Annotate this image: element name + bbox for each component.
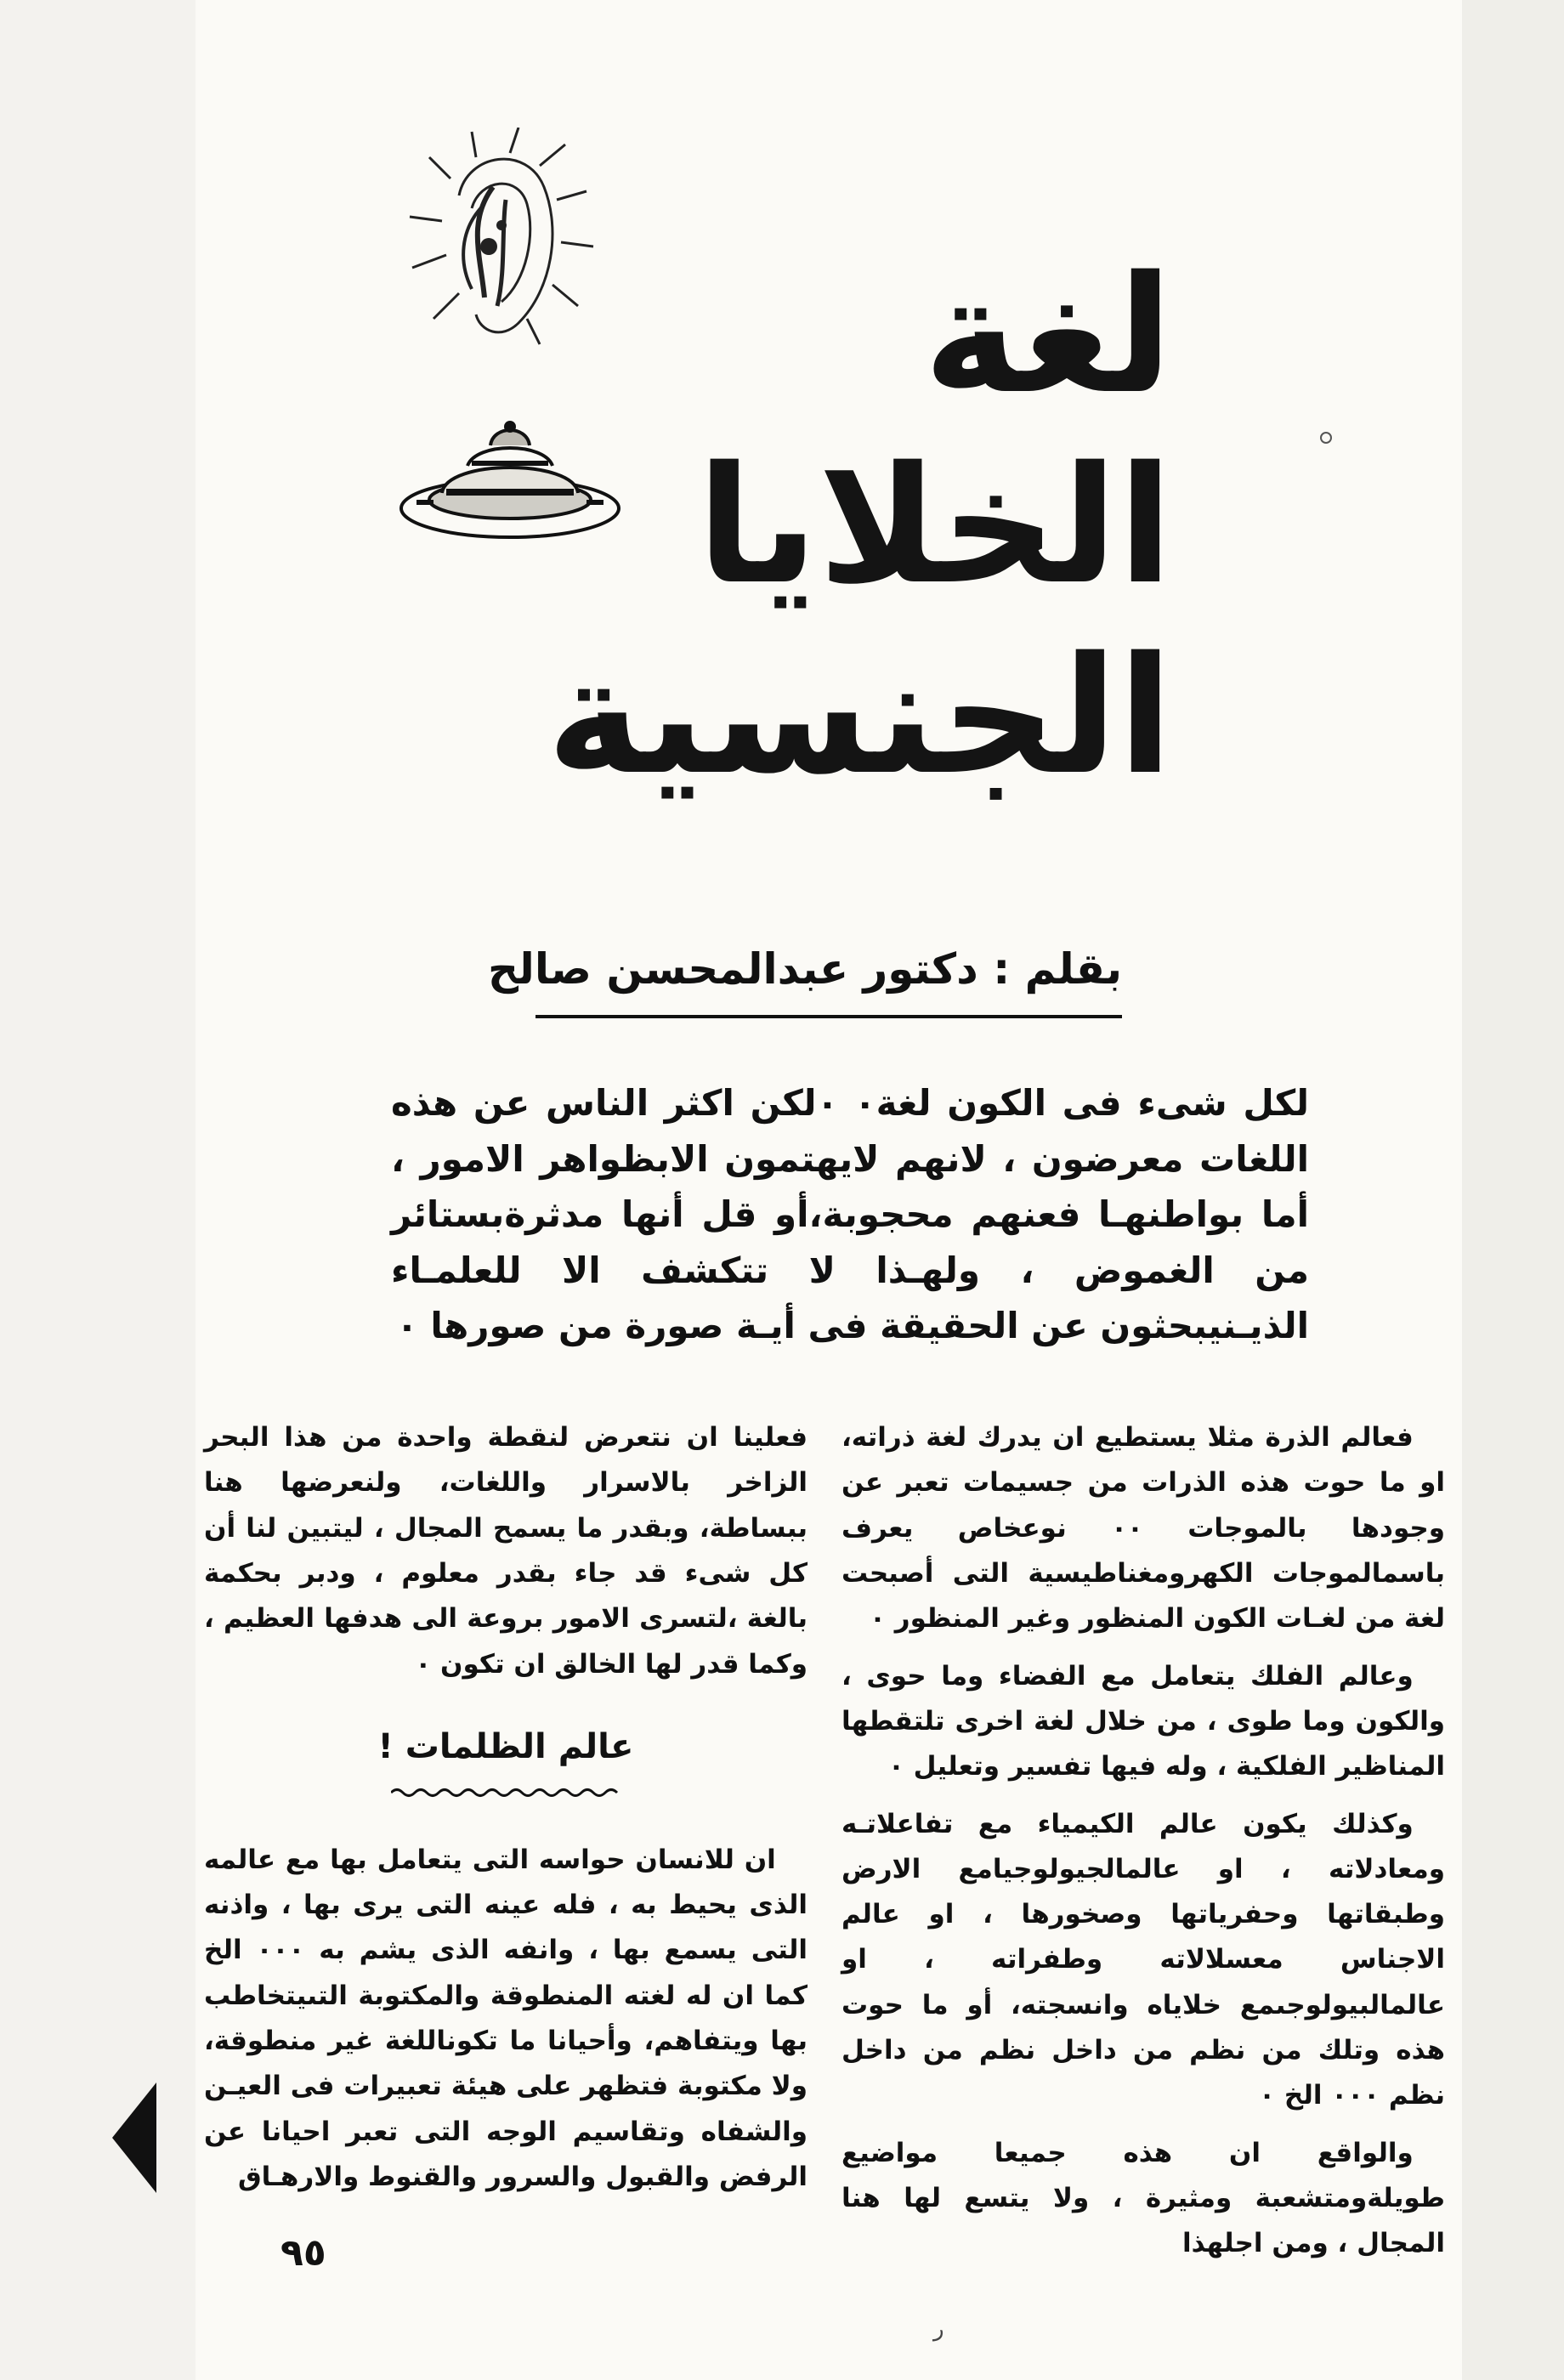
left-triangle-marker-icon — [112, 2082, 156, 2193]
author-name: بقلم : دكتور عبدالمحسن صالح — [488, 944, 1122, 994]
article-title — [442, 241, 1173, 810]
title-line-1: لغة — [923, 241, 1173, 429]
stray-dot-mark — [1320, 432, 1332, 444]
bottom-mark: ر — [933, 2316, 944, 2342]
right-paragraph-4: والواقع ان هذه جميعا مواضيع طويلةومتشعبة ومثيرة ، ولا يتسع لها هنا المجال ، ومن اجلهذا — [842, 2137, 1445, 2259]
right-paragraph-3: وكذلك يكون عالم الكيمياء مع تفاعلاتـه ومعادلاته ، او عالمالجيولوجيامع الارض وطبقاتها وحفرياتها وصخورها ، او عالم الاجناس معسلالاته وطفراته ، او عالمالبيولوجىمع خلاياه وانسجته، أو ما حوت هذه وتلك من نظم من داخل نظم من داخل نظم ٠٠٠ الخ ٠ — [842, 1808, 1445, 2111]
page-left-margin — [0, 0, 196, 2380]
subheading-text: عالم الظلمات ! — [377, 1726, 634, 1766]
title-line-3: الجنسية — [546, 622, 1173, 810]
right-paragraph-1: فعالم الذرة مثلا يستطيع ان يدرك لغة ذراته، او ما حوت هذه الذرات من جسيمات تعبر عن وجودها بالموجات ٠٠ نوعخاص يعرف باسمالموجات الكهرومغناطيسية التى أصبحت لغة من لغـات الكون المنظور وغير المنظور ٠ — [842, 1422, 1445, 1635]
author-byline — [488, 944, 1122, 1018]
title-line-2: الخلايا — [696, 432, 1173, 620]
subheading-wavy-underline — [391, 1787, 620, 1799]
page-right-margin — [1462, 0, 1564, 2380]
page-number: ٩٥ — [280, 2231, 326, 2275]
author-underline — [536, 1015, 1122, 1018]
right-column — [842, 1415, 1445, 2279]
section-subheading — [204, 1718, 808, 1799]
left-paragraph-2: ان للانسان حواسه التى يتعامل بها مع عالمه الذى يحيط به ، فله عينه التى يرى بها ، واذنه التى يسمع بها ، وانفه الذى يشم به ٠٠٠ الخ كما ان له لغته المنطوقة والمكتوبة التىيتخاطب بها ويتفاهم، وأحيانا ما تكوناللغة غير منطوقة، ولا مكتوبة فتظهر على هيئة تعبيرات فى العيـن والشفاه وتقاسيم الوجه التى تعبر احيانا عن الرفض والقبول والسرور والقنوط والارهـاق — [204, 1844, 808, 2192]
intro-paragraph: لكل شىء فى الكون لغة٠ ٠لكن اكثر الناس عن هذه اللغات معرضون ، لانهم لايهتمون الابظواهر الامور ، أما بواطنهـا فعنهم محجوبة،أو قل أنها مدثرةبستائر من الغموض ، ولهـذا لا تتكشف الا للعلمـاء الذيـنيبحثون عن الحقيقة فى أيـة صورة من صورها ٠ — [391, 1082, 1310, 1347]
left-paragraph-1: فعلينا ان نتعرض لنقطة واحدة من هذا البحر الزاخر بالاسرار واللغات، ولنعرضها هنا ببساطة، وبقدر ما يسمح المجال ، ليتبين لنا أن كل شىء قد جاء بقدر معلوم ، ودبر بحكمة بالغة ،لتسرى الامور بروعة الى هدفها العظيم ، وكما قدر لها الخالق ان تكون ٠ — [204, 1422, 808, 1680]
right-paragraph-2: وعالم الفلك يتعامل مع الفضاء وما حوى ، والكون وما طوى ، من خلال لغة اخرى تلتقطها المناظير الفلكية ، وله فيها تفسير وتعليل ٠ — [842, 1660, 1445, 1782]
left-column — [204, 1415, 808, 2212]
